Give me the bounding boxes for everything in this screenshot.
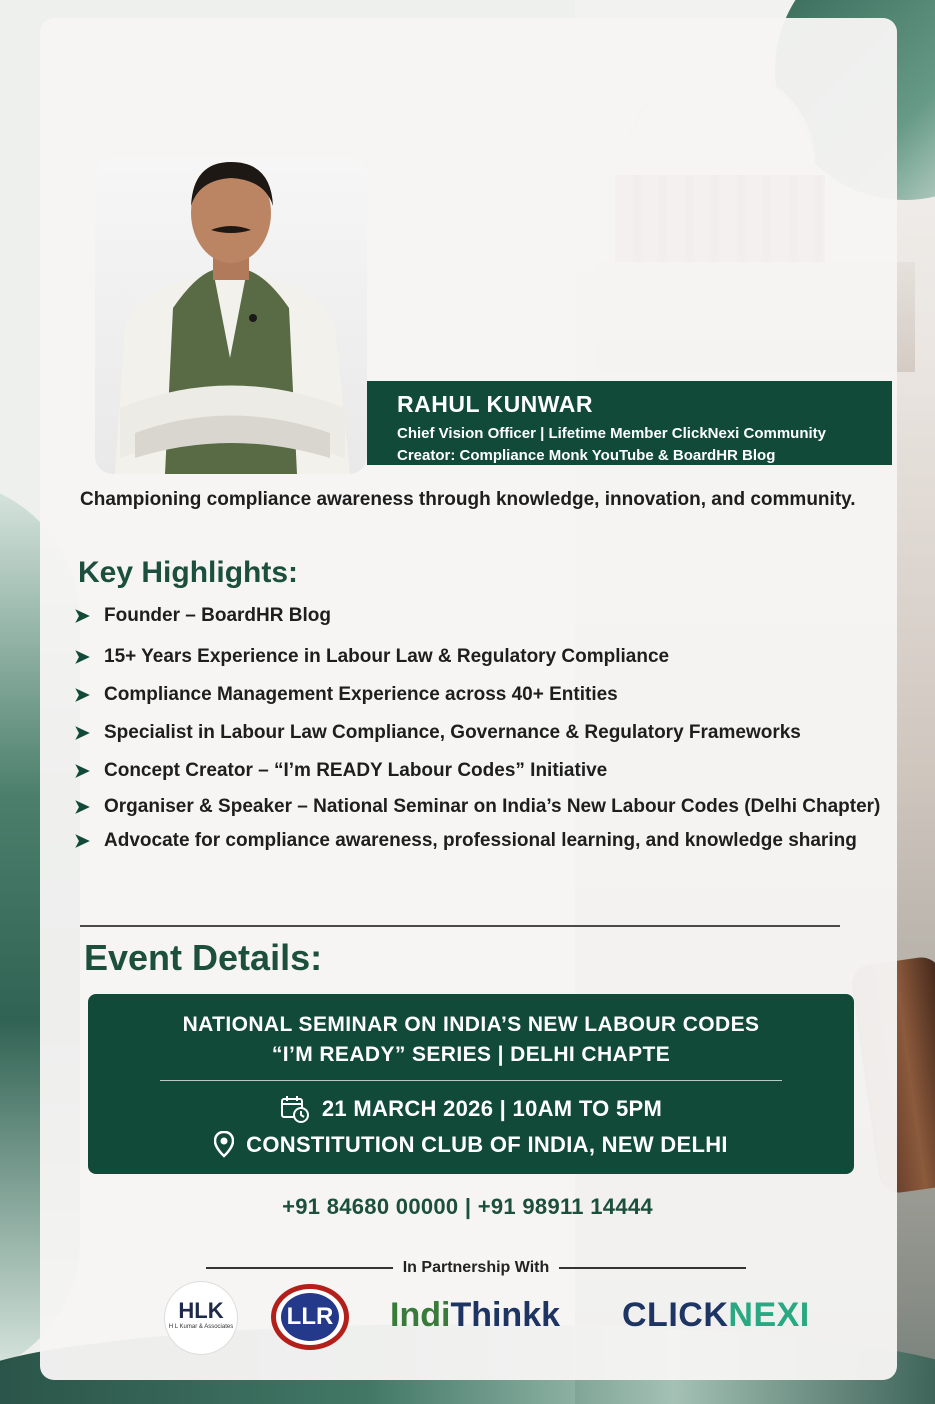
speaker-role [397,423,892,467]
partnership-rule-left [206,1267,393,1269]
speaker-role-line-1: Chief Vision Officer | Lifetime Member ClickNexi Community [397,425,827,442]
event-title-line-1: NATIONAL SEMINAR ON INDIA’S NEW LABOUR CODES [182,1013,760,1036]
speaker-role-line-2: Creator: Compliance Monk YouTube & BoardHR Blog [397,447,776,464]
indithinkk-logo-part1: Indi [390,1296,451,1334]
arrow-right-icon: ➤ [74,606,90,627]
hlk-logo-subtext: H L Kumar & Associates [168,1324,234,1330]
key-highlights-title: Key Highlights: [78,556,299,589]
event-venue: CONSTITUTION CLUB OF INDIA, NEW DELHI [246,1132,728,1157]
list-item: ➤ Compliance Management Experience across 40+ Entities [74,681,894,709]
partnership-divider [206,1259,746,1277]
event-title [88,1010,854,1070]
list-item: ➤ Founder – BoardHR Blog [74,602,894,630]
speaker-name-band [367,381,892,465]
speaker-name: RAHUL KUNWAR [397,391,593,417]
list-item: ➤ 15+ Years Experience in Labour Law & Regulatory Compliance [74,643,894,671]
llr-logo-text: LLR [281,1293,339,1341]
event-details-box [88,994,854,1174]
event-venue-row [88,1131,854,1159]
indithinkk-logo [390,1296,560,1335]
contact-numbers: +91 84680 00000 | +91 98911 14444 [282,1194,653,1219]
list-item: ➤ Concept Creator – “I’m READY Labour Codes” Initiative [74,757,894,785]
hlk-logo [165,1282,237,1354]
partnership-rule-right [559,1267,746,1269]
list-item: ➤ Organiser & Speaker – National Seminar on India’s New Labour Codes (Delhi Chapter) [74,793,894,821]
arrow-right-icon: ➤ [74,647,90,668]
arrow-right-icon: ➤ [74,761,90,782]
arrow-right-icon: ➤ [74,797,90,818]
speaker-portrait-illustration [95,158,367,474]
tagline: Championing compliance awareness through knowledge, innovation, and community. [80,489,856,510]
partner-logos [0,1282,935,1352]
speaker-photo [95,158,367,474]
location-pin-icon [214,1131,234,1159]
clicknexi-logo [622,1296,810,1335]
arrow-right-icon: ➤ [74,685,90,706]
calendar-clock-icon [280,1094,310,1124]
llr-logo [271,1284,349,1350]
key-highlights-list [74,602,894,855]
arrow-right-icon: ➤ [74,723,90,744]
arrow-right-icon: ➤ [74,831,90,852]
clicknexi-logo-part2: NEXI [728,1296,810,1334]
clicknexi-logo-part1: CLICK [622,1296,729,1334]
event-date-time: 21 MARCH 2026 | 10AM TO 5PM [321,1096,663,1121]
event-date-row [88,1094,854,1124]
hlk-logo-text: HLK [178,1298,224,1323]
event-title-line-2: “I’M READY” SERIES | DELHI CHAPTE [271,1043,671,1066]
indithinkk-logo-part2: Thinkk [450,1296,561,1334]
section-divider [80,925,840,927]
list-item: ➤ Specialist in Labour Law Compliance, Governance & Regulatory Frameworks [74,719,894,747]
partnership-label: In Partnership With [402,1259,550,1276]
event-box-divider [160,1080,782,1081]
list-item: ➤ Advocate for compliance awareness, professional learning, and knowledge sharing [74,827,894,855]
event-details-title: Event Details: [84,937,323,978]
